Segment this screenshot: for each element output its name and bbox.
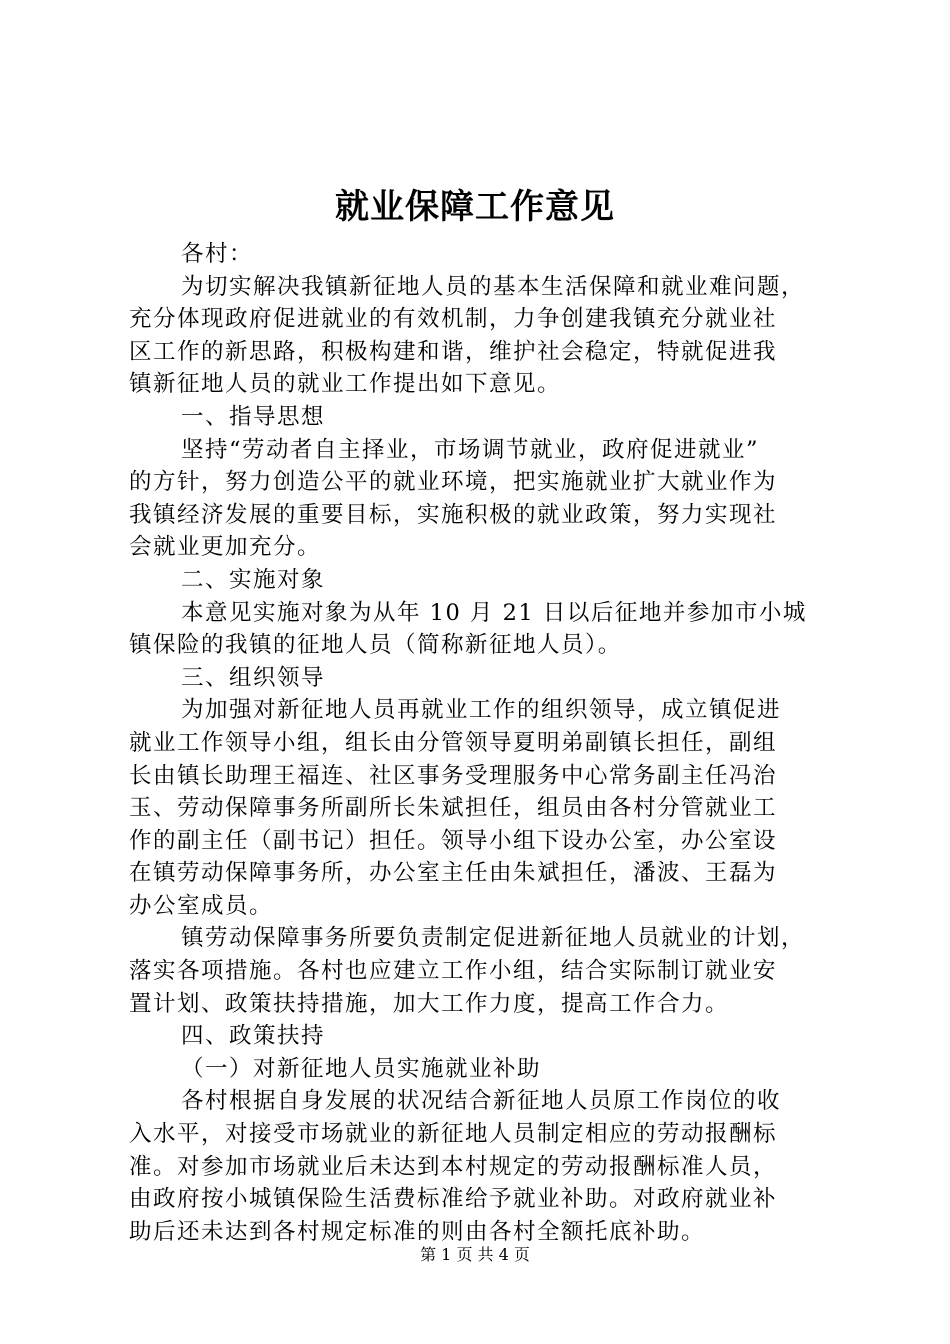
subsection-heading: （一）对新征地人员实施就业补助 bbox=[181, 1055, 542, 1082]
paragraph-line: 坚持“劳动者自主择业，市场调节就业，政府促进就业” bbox=[181, 436, 760, 463]
paragraph-line: 玉、劳动保障事务所副所长朱斌担任，组员由各村分管就业工 bbox=[129, 795, 778, 822]
paragraph-line: 助后还未达到各村规定标准的则由各村全额托底补助。 bbox=[129, 1218, 706, 1245]
section-heading: 二、实施对象 bbox=[181, 566, 326, 593]
paragraph-line: 镇新征地人员的就业工作提出如下意见。 bbox=[129, 371, 562, 398]
paragraph-line: 我镇经济发展的重要目标，实施积极的就业政策，努力实现社 bbox=[129, 501, 778, 528]
paragraph-line: 本意见实施对象为从年 10 月 21 日以后征地并参加市小城 bbox=[181, 599, 807, 626]
paragraph-line: 充分体现政府促进就业的有效机制，力争创建我镇充分就业社 bbox=[129, 306, 778, 333]
paragraph-line: 各村根据自身发展的状况结合新征地人员原工作岗位的收 bbox=[181, 1088, 782, 1115]
paragraph-line: 作的副主任（副书记）担任。领导小组下设办公室，办公室设 bbox=[129, 827, 778, 854]
paragraph-line: 的方针，努力创造公平的就业环境，把实施就业扩大就业作为 bbox=[129, 469, 778, 496]
paragraph-line: 置计划、政策扶持措施，加大工作力度，提高工作合力。 bbox=[129, 990, 730, 1017]
section-heading: 一、指导思想 bbox=[181, 403, 326, 430]
paragraph-line: 就业工作领导小组，组长由分管领导夏明弟副镇长担任，副组 bbox=[129, 729, 778, 756]
paragraph-line: 办公室成员。 bbox=[129, 892, 274, 919]
paragraph-line: 镇劳动保障事务所要负责制定促进新征地人员就业的计划， bbox=[181, 925, 806, 952]
salutation: 各村： bbox=[181, 241, 254, 267]
paragraph-line: 区工作的新思路，积极构建和谐，维护社会稳定，特就促进我 bbox=[129, 338, 778, 365]
page-footer: 第 1 页 共 4 页 bbox=[420, 1245, 530, 1264]
paragraph-line: 镇保险的我镇的征地人员（简称新征地人员）。 bbox=[129, 632, 622, 659]
paragraph-line: 入水平，对接受市场就业的新征地人员制定相应的劳动报酬标 bbox=[129, 1121, 778, 1148]
paragraph-line: 长由镇长助理王福连、社区事务受理服务中心常务副主任冯治 bbox=[129, 762, 778, 789]
paragraph-line: 由政府按小城镇保险生活费标准给予就业补助。对政府就业补 bbox=[129, 1186, 778, 1213]
paragraph-line: 在镇劳动保障事务所，办公室主任由朱斌担任，潘波、王磊为 bbox=[129, 860, 778, 887]
document-body bbox=[129, 238, 831, 1248]
document-title: 就业保障工作意见 bbox=[335, 187, 615, 227]
paragraph-line: 落实各项措施。各村也应建立工作小组，结合实际制订就业安 bbox=[129, 958, 778, 985]
paragraph-line: 为切实解决我镇新征地人员的基本生活保障和就业难问题， bbox=[181, 273, 806, 300]
section-heading: 三、组织领导 bbox=[181, 664, 326, 691]
paragraph-line: 会就业更加充分。 bbox=[129, 534, 322, 561]
paragraph-line: 准。对参加市场就业后未达到本村规定的劳动报酬标准人员， bbox=[129, 1153, 778, 1180]
paragraph-line: 为加强对新征地人员再就业工作的组织领导，成立镇促进 bbox=[181, 697, 782, 724]
section-heading: 四、政策扶持 bbox=[181, 1023, 326, 1050]
